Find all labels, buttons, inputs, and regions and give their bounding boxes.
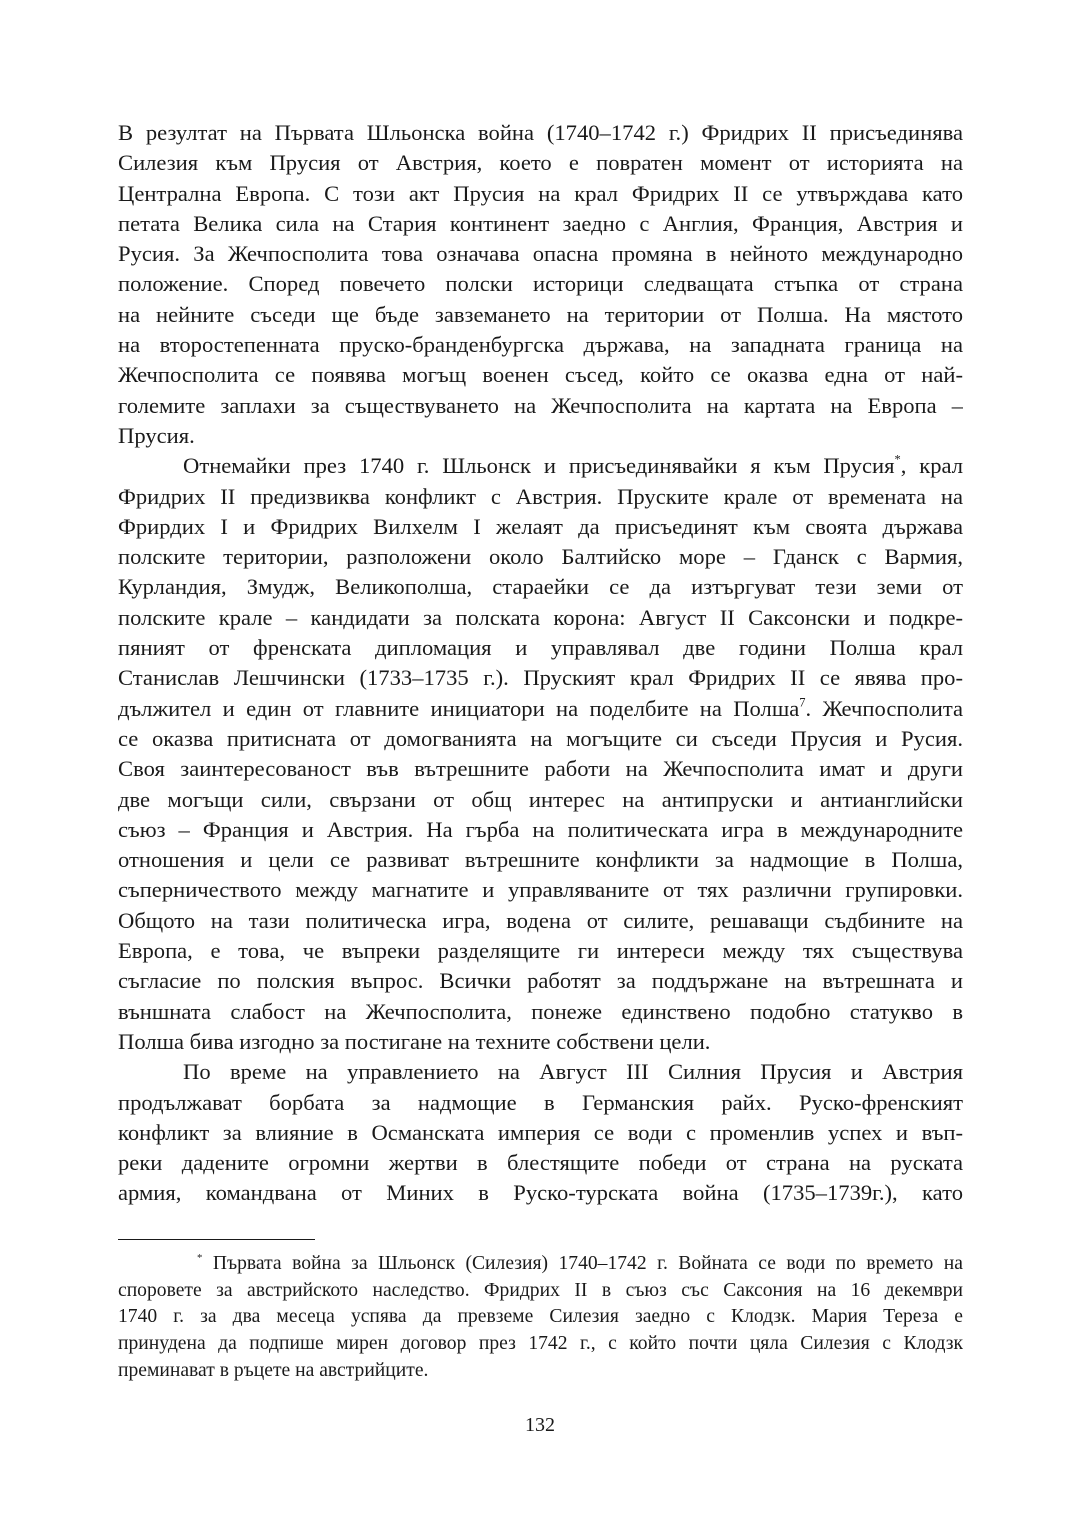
text-line: продължават борбата за надмощие в Германския райх. Руско-френският bbox=[118, 1089, 963, 1115]
text-line: големите заплахи за съществуването на Жечпосполита на картата на Европа – bbox=[118, 392, 963, 418]
text-line: положение. Според повечето полски историци следващата стъпка от страна bbox=[118, 271, 963, 297]
footnotes bbox=[118, 1251, 963, 1384]
text-line: на второстепенната пруско-бранденбургска държава, на западната граница на bbox=[118, 332, 963, 358]
text-line: Силезия към Прусия от Австрия, което е повратен момент от историята на bbox=[118, 150, 963, 176]
text-line: петата Велика сила на Стария континент заедно с Англия, Франция, Австрия и bbox=[118, 210, 963, 236]
text-line: се оказва притисната от домогванията на могъщите си съседи Прусия и Русия. bbox=[118, 725, 963, 751]
text-line: Общото на тази политическа игра, водена от силите, решаващи съдбините на bbox=[118, 907, 963, 933]
text-line: Курландия, Змудж, Великополша, стараейки се да изтъргуват тези земи от bbox=[118, 574, 963, 600]
text-line: В резултат на Първата Шльонска война (1740–1742 г.) Фридрих II присъединява bbox=[118, 120, 963, 145]
text-line: външната слабост на Жечпосполита, понеже единствено подобно статукво в bbox=[118, 998, 963, 1024]
footnote-line: принудена да подпише мирен договор през 1742 г., с който почти цяла Силезия с Клодзк bbox=[118, 1333, 963, 1355]
text-line: реки дадените огромни жертви в блестящите победи от страна на руската bbox=[118, 1150, 963, 1176]
text-line: Прусия. bbox=[118, 422, 195, 448]
text-line: пяният от френската дипломация и управлявал две години Полша крал bbox=[118, 635, 963, 661]
text-line: полските територии, разположени около Балтийско море – Гданск с Вармия, bbox=[118, 544, 963, 570]
footnote-ref-asterisk[interactable]: * bbox=[894, 452, 901, 467]
page-number: 132 bbox=[525, 1414, 555, 1436]
text-line: Полша бива изгодно за постигане на техните собствени цели. bbox=[118, 1028, 711, 1054]
text-line: Русия. За Жечпосполита това означава опасна промяна в нейното международно bbox=[118, 241, 963, 267]
footnote-separator bbox=[118, 1239, 315, 1240]
text-segment: . Жечпосполита bbox=[805, 695, 963, 721]
text-line: съюз – Франция и Австрия. На гърба на политическата игра в международните bbox=[118, 816, 963, 842]
text-segment: Първата война за Шльонск (Силезия) 1740–1742 г. Войната се води по времето на bbox=[202, 1253, 963, 1274]
main-text bbox=[118, 118, 963, 1209]
text-line: Своя заинтересованост във вътрешните работи на Жечпосполита имат и други bbox=[118, 756, 963, 782]
footnote-line: 1740 г. за два месеца успява да превземе Силезия заедно с Клодзк. Мария Тереза е bbox=[118, 1306, 963, 1328]
text-line: Фридрих II предизвиква конфликт с Австрия. Пруските крале от времената на bbox=[118, 483, 963, 509]
text-line: две могъщи сили, свързани от общ интерес на антипруски и антианглийски bbox=[118, 786, 963, 812]
text-line bbox=[118, 451, 963, 481]
text-line: Централна Европа. С този акт Прусия на крал Фридрих II се утвърждава като bbox=[118, 180, 963, 206]
text-line: Станислав Лешчински (1733–1735 г.). Пруският крал Фридрих II се явява про- bbox=[118, 665, 963, 691]
text-segment: , крал bbox=[900, 453, 963, 479]
footnote-ref-7[interactable]: 7 bbox=[799, 695, 806, 710]
text-line: Жечпосполита се появява могъщ военен съсед, който се оказва една от най- bbox=[118, 362, 963, 388]
text-segment: Отнемайки през 1740 г. Шльонск и присъединявайки я към Прусия bbox=[183, 453, 895, 479]
footnote-line bbox=[118, 1251, 963, 1278]
text-line: Европа, е това, че въпреки разделящите ги интереси между тях съществува bbox=[118, 938, 963, 964]
text-line: съперничеството между магнатите и управляваните от тях различни групировки. bbox=[118, 877, 963, 903]
text-line: По време на управлението на Август III Силния Прусия и Австрия bbox=[183, 1059, 963, 1085]
text-line: отношения и цели се развиват вътрешните конфликти за надмощие в Полша, bbox=[118, 847, 963, 873]
text-line bbox=[118, 694, 963, 724]
text-line: Фрирдих I и Фридрих Вилхелм I желаят да присъединят към своята държава bbox=[118, 513, 963, 539]
text-line: полските крале – кандидати за полската корона: Август II Саксонски и подкре- bbox=[118, 604, 963, 630]
footnote-marker: * bbox=[197, 1251, 203, 1264]
text-line: армия, командвана от Миних в Руско-турската война (1735–1739г.), като bbox=[118, 1180, 963, 1206]
text-line: съгласие по полския въпрос. Всички работят за поддържане на вътрешната и bbox=[118, 968, 963, 994]
text-segment: дължител и един от главните инициатори на поделбите на Полша bbox=[118, 695, 800, 721]
text-line: конфликт за влияние в Османската империя се води с променлив успех и въп- bbox=[118, 1119, 963, 1145]
footnote-line: преминават в ръцете на австрийците. bbox=[118, 1359, 429, 1381]
footnote-line: споровете за австрийското наследство. Фридрих II в съюз със Саксония на 16 декември bbox=[118, 1279, 963, 1301]
text-line: на нейните съседи ще бъде завземането на територии от Полша. На мястото bbox=[118, 301, 963, 327]
